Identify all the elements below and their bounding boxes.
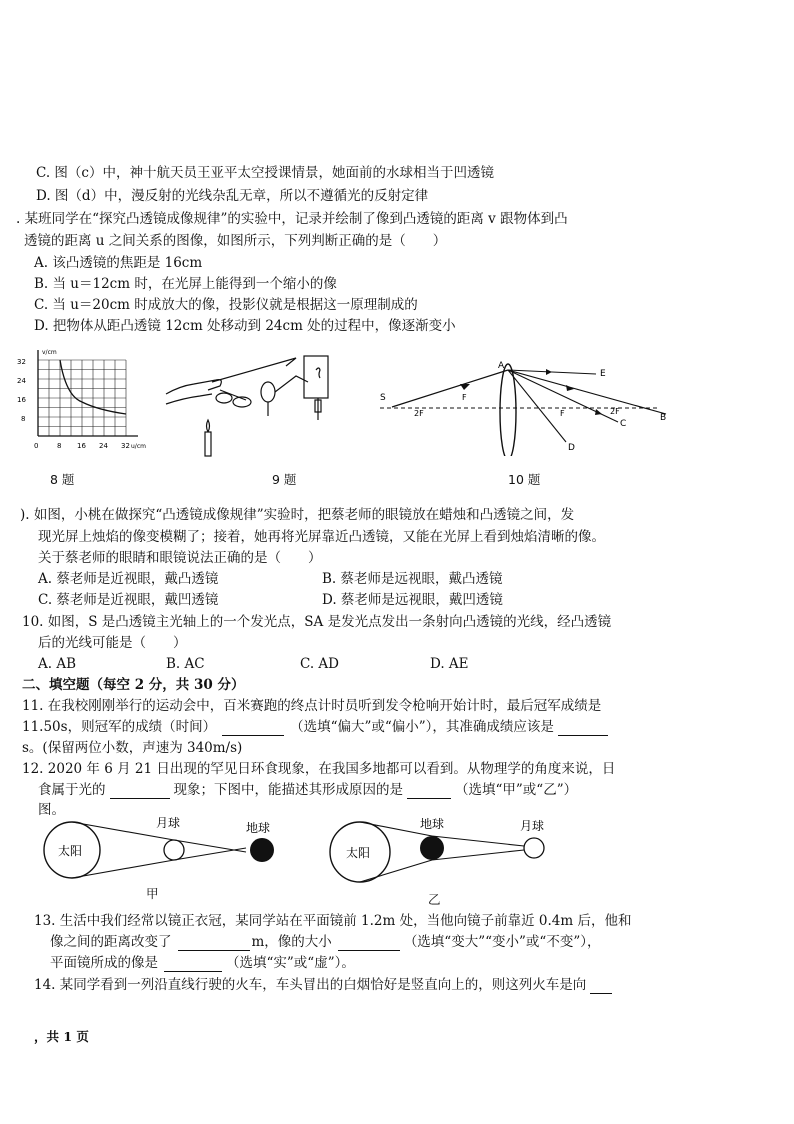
q9-option-b: B. 蔡老师是远视眼，戴凸透镜 (322, 571, 503, 587)
q10-option-a: A. AB (38, 656, 77, 672)
fig10-label-a: A (498, 361, 505, 371)
q13-blank-2[interactable] (338, 936, 400, 951)
q9-option-a: A. 蔡老师是近视眼，戴凸透镜 (38, 571, 219, 587)
q10-option-c: C. AD (300, 656, 340, 672)
q12-stem-line1: 12. 2020 年 6 月 21 日出现的罕见日环食现象，在我国多地都可以看到。从物理学的角度来说，日 (22, 761, 616, 777)
fig9-caption: 9 题 (272, 472, 297, 487)
q8-stem-line2: 透镜的距离 u 之间关系的图像，如图所示，下列判断正确的是（ ） (24, 233, 447, 249)
q13-text-b: m，像的大小 (251, 934, 332, 950)
q8-option-c: C. 当 u＝20cm 时成放大的像，投影仪就是根据这一原理制成的 (34, 297, 418, 313)
q14-stem-line1 (34, 976, 612, 994)
q10-stem-line1: 10. 如图，S 是凸透镜主光轴上的一个发光点，SA 是发光点发出一条射向凸透镜的光线，经凸透镜 (22, 614, 612, 630)
q9-stem-line1: ). 如图，小桃在做探究“凸透镜成像规律”实验时，把蔡老师的眼镜放在蜡烛和凸透镜之间，发 (20, 507, 575, 523)
q11-blank-2[interactable] (558, 721, 608, 736)
fig8-y-tick: 8 (21, 415, 26, 423)
yi-earth-label: 地球 (420, 817, 445, 831)
q9-stem-line3: 关于蔡老师的眼睛和眼镜说法正确的是（ ） (38, 550, 322, 566)
q9-stem-line2: 现光屏上烛焰的像变模糊了；接着，她再将光屏靠近凸透镜，又能在光屏上看到烛焰清晰的像。 (38, 529, 605, 545)
fig8-x-tick: 32 (121, 442, 130, 450)
jia-sun-label: 太阳 (58, 844, 83, 858)
q11-stem-line2 (22, 718, 608, 736)
fig10-label-e: E (600, 369, 606, 379)
q12-blank-1[interactable] (110, 784, 170, 799)
q11-stem-line1: 11. 在我校刚刚举行的运动会中，百米赛跑的终点计时员听到发令枪响开始计时，最后冠军成绩是 (22, 698, 602, 714)
q11-text-b: （选填“偏大”或“偏小”），其准确成绩应该是 (290, 719, 554, 735)
page-footer: ，共 1 页 (34, 1029, 89, 1044)
fig8-caption: 8 题 (50, 472, 75, 487)
fig10-label-f-right: F (560, 409, 565, 418)
yi-sun-label: 太阳 (346, 846, 371, 860)
fig10-label-2f-left: 2F (414, 409, 424, 418)
q13-text-e: （选填“实”或“虚”）。 (226, 955, 355, 971)
q12-blank-2[interactable] (407, 784, 451, 799)
fig8-x-tick: 24 (99, 442, 108, 450)
fig8-y-axis-label: v/cm (42, 349, 57, 356)
q14-blank-1[interactable] (590, 979, 612, 994)
q12-text-b: 现象；下图中，能描述其形成原因的是 (173, 782, 403, 798)
eclipse-diagram-jia (40, 812, 300, 884)
q8-option-a: A. 该凸透镜的焦距是 16cm (34, 255, 203, 271)
q11-stem-line3: s。(保留两位小数，声速为 340m/s) (22, 740, 243, 756)
fig8-x-tick: 16 (77, 442, 86, 450)
eclipse-yi-caption: 乙 (428, 892, 441, 907)
q7-option-c: C. 图（c）中，神十航天员王亚平太空授课情景，她面前的水球相当于凹透镜 (36, 165, 494, 181)
fig8-x-tick: 8 (57, 442, 62, 450)
q9-option-c: C. 蔡老师是近视眼，戴凹透镜 (38, 592, 219, 608)
jia-moon-label: 月球 (156, 816, 181, 830)
jia-earth-label: 地球 (246, 821, 271, 835)
q13-blank-1[interactable] (178, 936, 250, 951)
fig9-illustration (160, 352, 340, 460)
yi-moon-label: 月球 (520, 819, 545, 833)
q10-stem-line2: 后的光线可能是（ ） (38, 635, 187, 651)
q13-stem-line3 (50, 954, 355, 972)
fig8-x-tick: 0 (34, 442, 39, 450)
fig10-label-b: B (660, 413, 667, 423)
q14-text: 14. 某同学看到一列沿直线行驶的火车，车头冒出的白烟恰好是竖直向上的，则这列火车是向 (34, 977, 587, 993)
fig10-caption: 10 题 (508, 472, 541, 487)
fig10-label-c: C (620, 419, 627, 429)
q9-option-d: D. 蔡老师是远视眼，戴凹透镜 (322, 592, 503, 608)
fig10-label-s: S (380, 393, 386, 403)
q12-text-a: 食属于光的 (38, 782, 106, 798)
q12-text-c: （选填“甲”或“乙”） (455, 782, 578, 798)
q11-text-a: 11.50s，则冠军的成绩（时间） (22, 719, 217, 735)
fig8-y-tick: 16 (17, 396, 26, 404)
eclipse-jia-caption: 甲 (146, 886, 159, 901)
fig10-label-2f-right: 2F (610, 407, 620, 416)
fig8-x-axis-label: u/cm (131, 443, 146, 450)
q8-option-b: B. 当 u＝12cm 时，在光屏上能得到一个缩小的像 (34, 276, 337, 292)
q13-blank-3[interactable] (164, 957, 222, 972)
q13-stem-line2 (50, 933, 600, 951)
section-fill-in-title: 二、填空题（每空 2 分，共 30 分） (22, 677, 245, 693)
q13-text-c: （选填“变大”“变小”或“不变”）， (403, 934, 601, 950)
q12-stem-line3: 图。 (38, 802, 65, 818)
q13-text-a: 像之间的距离改变了 (50, 934, 172, 950)
q13-stem-line1: 13. 生活中我们经常以镜正衣冠，某同学站在平面镜前 1.2m 处，当他向镜子前靠近 0.4m 后，他和 (34, 913, 632, 929)
fig8-y-tick: 24 (17, 377, 26, 385)
q10-option-b: B. AC (166, 656, 205, 672)
fig8-y-tick: 32 (17, 358, 26, 366)
q8-option-d: D. 把物体从距凸透镜 12cm 处移动到 24cm 处的过程中，像逐渐变小 (34, 318, 456, 334)
q11-blank-1[interactable] (222, 721, 284, 736)
q13-text-d: 平面镜所成的像是 (50, 955, 158, 971)
eclipse-diagram-yi (326, 812, 562, 892)
q10-option-d: D. AE (430, 656, 469, 672)
q12-stem-line2 (38, 781, 577, 799)
q7-option-d: D. 图（d）中，漫反射的光线杂乱无章，所以不遵循光的反射定律 (36, 188, 429, 204)
fig10-ray-diagram (370, 354, 680, 456)
q8-stem-line1: . 某班同学在“探究凸透镜成像规律”的实验中，记录并绘制了像到凸透镜的距离 v 跟物体到凸 (16, 211, 568, 227)
fig10-label-d: D (568, 443, 575, 453)
fig10-label-f-left: F (462, 393, 467, 402)
fig8-graph (14, 344, 154, 456)
